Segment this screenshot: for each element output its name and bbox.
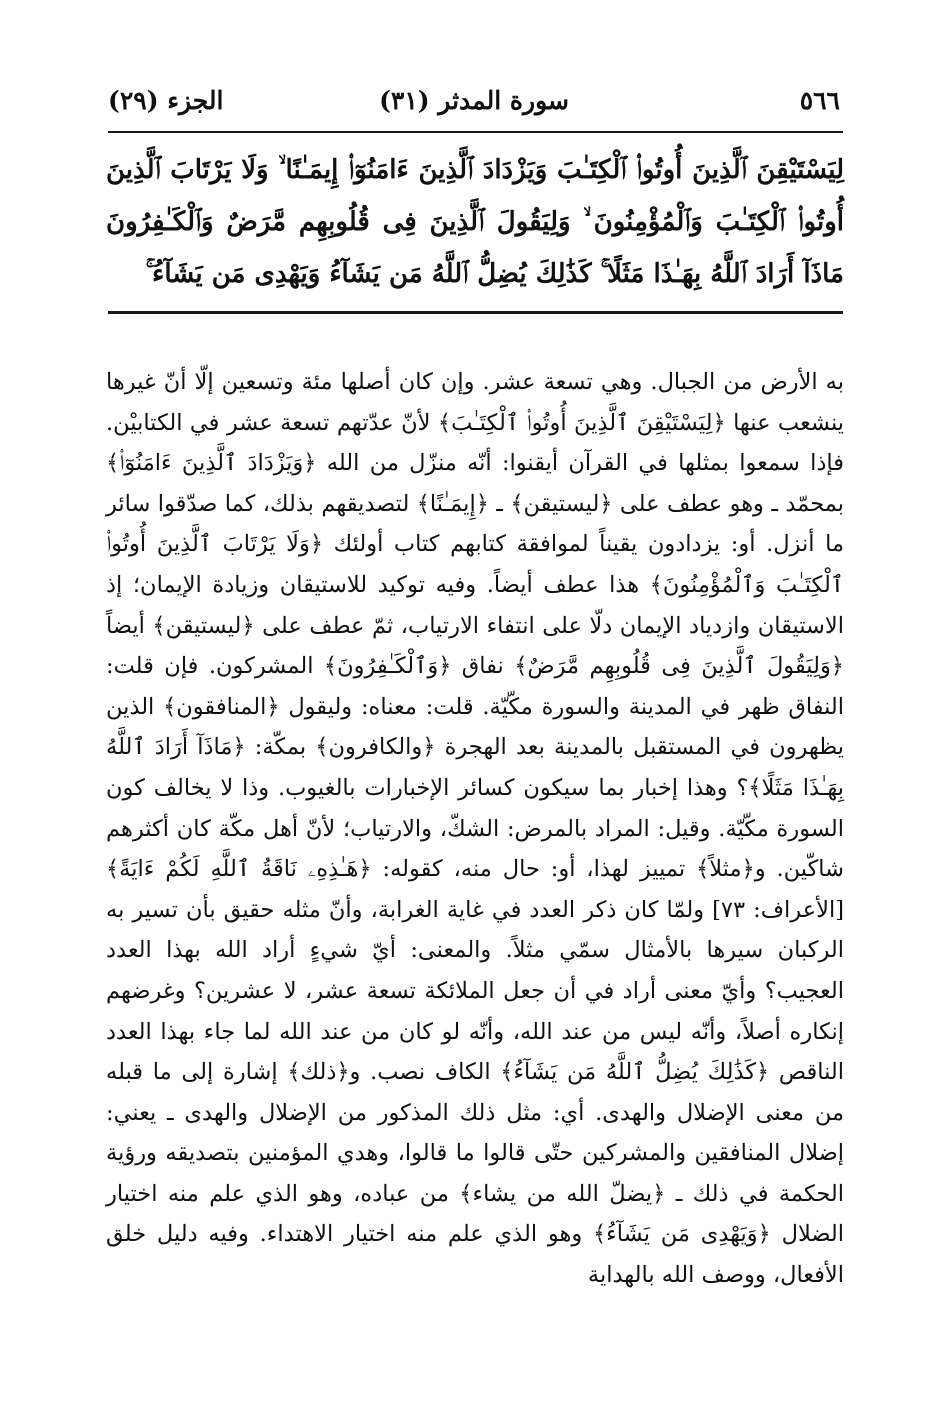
running-header [108, 86, 840, 126]
juz-label: الجزء (٢٩) [108, 86, 224, 115]
quran-verse-block: لِيَسْتَيْقِنَ ٱلَّذِينَ أُوتُوا۟ ٱلْكِتَـٰبَ وَيَزْدَادَ ٱلَّذِينَ ءَامَنُوٓا۟ إِيمَـٰنًا ۙ وَلَا يَرْتَابَ ٱلَّذِينَ أُوتُوا۟ ٱلْكِتَـٰبَ وَٱلْمُؤْمِنُونَ ۙ وَلِيَقُولَ ٱلَّذِينَ فِى قُلُوبِهِم مَّرَضٌ وَٱلْكَـٰفِرُونَ مَاذَآ أَرَادَ ٱللَّهُ بِهَـٰذَا مَثَلًا ۚ كَذَٰلِكَ يُضِلُّ ٱللَّهُ مَن يَشَآءُ وَيَهْدِى مَن يَشَآءُ ۚ [106, 155, 844, 289]
page-number: ٥٦٦ [799, 86, 840, 115]
verse-separator-rule [108, 311, 843, 314]
surah-title: سورة المدثر (٣١) [379, 86, 569, 115]
header-rule [108, 131, 843, 133]
commentary-text: به الأرض من الجبال. وهي تسعة عشر. وإن كان أصلها مئة وتسعين إلّا أنّ غيرها ينشعب عنها ﴿لِيَسْتَيْقِنَ ٱلَّذِينَ أُوتُوا۟ ٱلْكِتَـٰبَ﴾ لأنّ عدّتهم تسعة عشر في الكتابيْن. فإذا سمعوا بمثلها في القرآن أيقنوا: أنّه منزّل من الله ﴿وَيَزْدَادَ ٱلَّذِينَ ءَامَنُوٓا۟﴾ بمحمّد ـ وهو عطف على ﴿ليستيقن﴾ ـ ﴿إِيمَـٰنًا﴾ لتصديقهم بذلك، كما صدّقوا سائر ما أنزل. أو: يزدادون يقيناً لموافقة كتابهم كتاب أولئك ﴿وَلَا يَرْتَابَ ٱلَّذِينَ أُوتُوا۟ ٱلْكِتَـٰبَ وَٱلْمُؤْمِنُونَ﴾ هذا عطف أيضاً. وفيه توكيد للاستيقان وزيادة الإيمان؛ إذ الاستيقان وازدياد الإيمان دلّا على انتفاء الارتياب، ثمّ عطف على ﴿ليستيقن﴾ أيضاً ﴿وَلِيَقُولَ ٱلَّذِينَ فِى قُلُوبِهِم مَّرَضٌ﴾ نفاق ﴿وَٱلْكَـٰفِرُونَ﴾ المشركون. فإن قلت: النفاق ظهر في المدينة والسورة مكّيّة. قلت: معناه: وليقول ﴿المنافقون﴾ الذين يظهرون في المستقبل بالمدينة بعد الهجرة ﴿والكافرون﴾ بمكّة: ﴿مَاذَآ أَرَادَ ٱللَّهُ بِهَـٰذَا مَثَلًا﴾؟ وهذا إخبار بما سيكون كسائر الإخبارات بالغيوب. وذا لا يخالف كون السورة مكّيّة. وقيل: المراد بالمرض: الشكّ، والارتياب؛ لأنّ أهل مكّة كان أكثرهم شاكّين. و﴿مثلاً﴾ تمييز لهذا، أو: حال منه، كقوله: ﴿هَـٰذِهِۦ نَاقَةُ ٱللَّهِ لَكُمْ ءَايَةً﴾ [الأعراف: ٧٣] ولمّا كان ذكر العدد في غاية الغرابة، وأنّ مثله حقيق بأن تسير به الركبان سيرها بالأمثال سمّي مثلاً. والمعنى: أيّ شيءٍ أراد الله بهذا العدد العجيب؟ وأيّ معنى أراد في أن جعل الملائكة تسعة عشر، لا عشرين؟ وغرضهم إنكاره أصلاً، وأنّه ليس من عند الله، وأنّه لو كان من عند الله لما جاء بهذا العدد الناقص ﴿كَذَٰلِكَ يُضِلُّ ٱللَّهُ مَن يَشَآءُ﴾ الكاف نصب. و﴿ذلك﴾ إشارة إلى ما قبله من معنى الإضلال والهدى. أي: مثل ذلك المذكور من الإضلال والهدى ـ يعني: إضلال المنافقين والمشركين حتّى قالوا ما قالوا، وهدي المؤمنين بتصديقه ورؤية الحكمة في ذلك ـ ﴿يضلّ الله من يشاء﴾ من عباده، وهو الذي علم منه اختيار الضلال ﴿وَيَهْدِى مَن يَشَآءُ﴾ وهو الذي علم منه اختيار الاهتداء. وفيه دليل خلق الأفعال، ووصف الله بالهداية [106, 369, 844, 1289]
